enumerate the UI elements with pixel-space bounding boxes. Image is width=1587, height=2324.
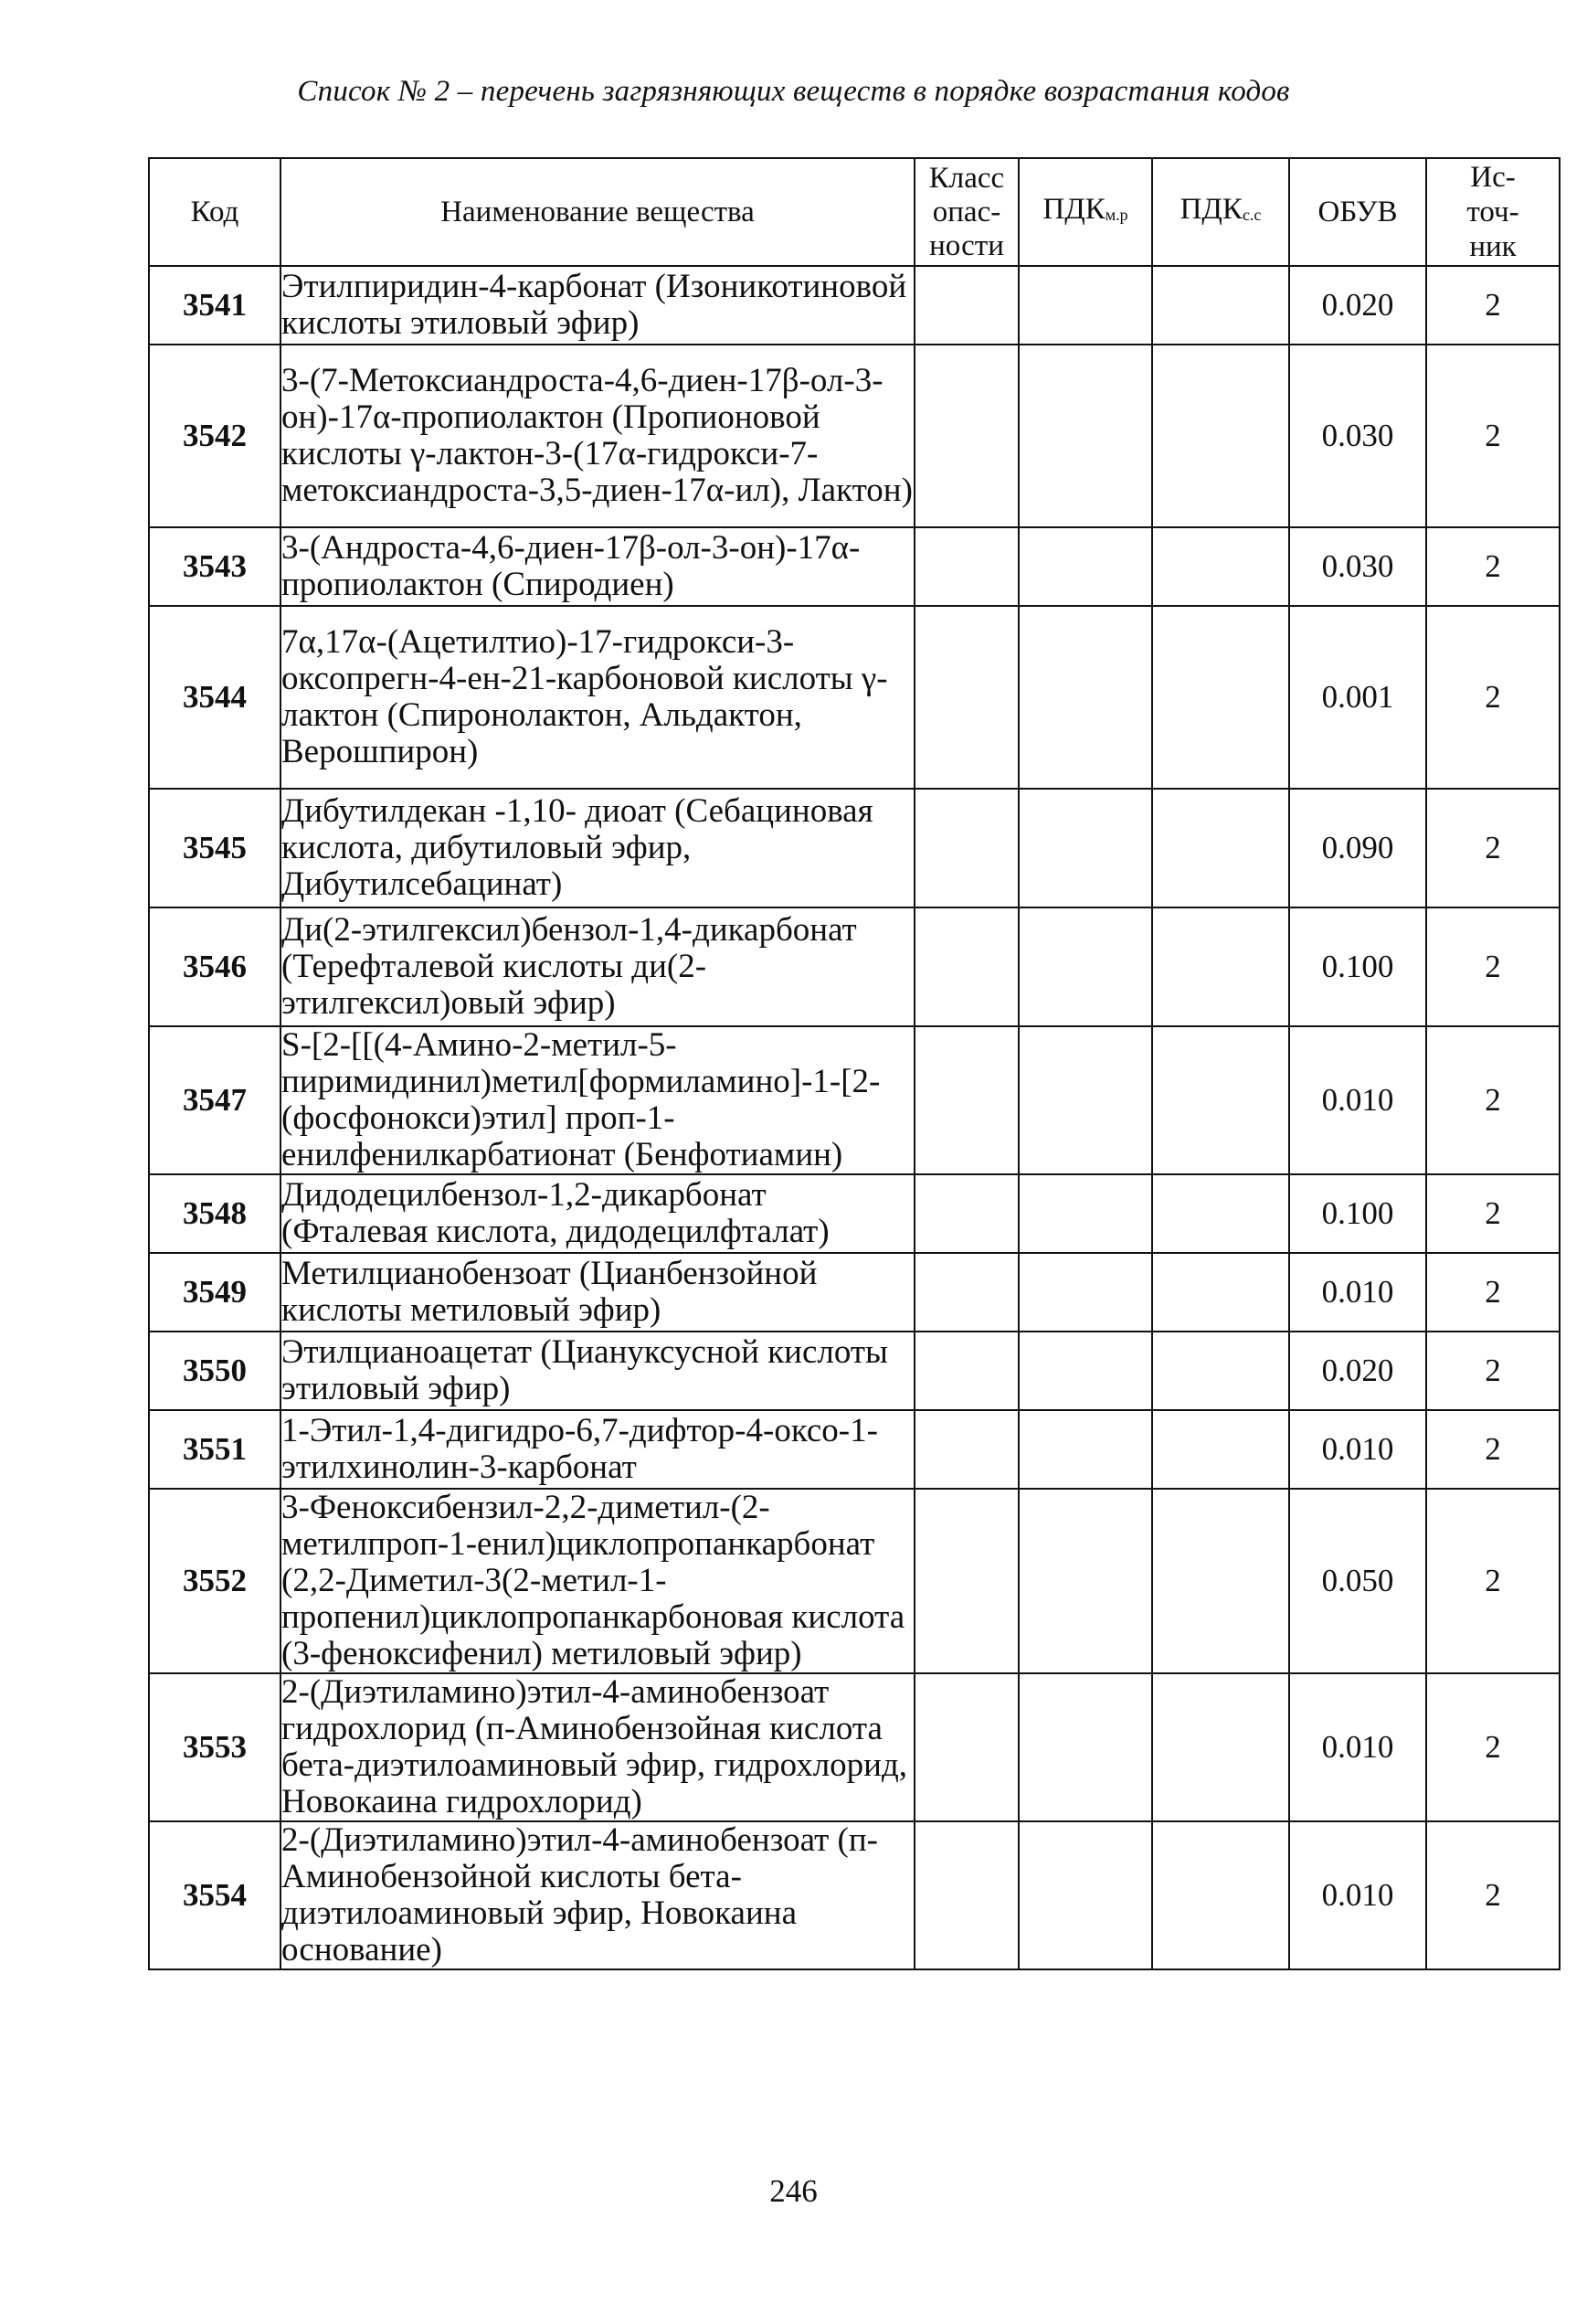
cell-name: Метилцианобензоат (Цианбензойной кислоты метиловый эфир)	[280, 1253, 915, 1332]
cell-pdk-mr	[1019, 789, 1152, 907]
cell-pdk-ss	[1152, 1026, 1289, 1174]
cell-pdk-mr	[1019, 1026, 1152, 1174]
header-pdk-ss	[1152, 158, 1289, 266]
cell-hazard-class	[915, 1489, 1019, 1673]
cell-pdk-mr	[1019, 1332, 1152, 1410]
cell-hazard-class	[915, 345, 1019, 527]
cell-source: 2	[1426, 345, 1560, 527]
cell-hazard-class	[915, 1821, 1019, 1969]
cell-pdk-mr	[1019, 1410, 1152, 1489]
table-row	[149, 266, 1560, 345]
cell-name: 2-(Диэтиламино)этил-4-аминобензоат гидрохлорид (п-Аминобензойная кислота бета-диэтилоаминовый эфир, гидрохлорид, Новокаина гидрохлорид)	[280, 1673, 915, 1821]
cell-hazard-class	[915, 1410, 1019, 1489]
header-pdk-ss-subscript: с.с	[1242, 206, 1262, 224]
cell-hazard-class	[915, 907, 1019, 1026]
cell-source: 2	[1426, 1410, 1560, 1489]
cell-name: Дидодецилбензол-1,2-дикарбонат (Фталевая кислота, дидодецилфталат)	[280, 1174, 915, 1253]
cell-name: Этилпиридин-4-карбонат (Изоникотиновой кислоты этиловый эфир)	[280, 266, 915, 345]
cell-obuv: 0.090	[1289, 789, 1426, 907]
table-row	[149, 1410, 1560, 1489]
table-row	[149, 1253, 1560, 1332]
header-obuv: ОБУВ	[1289, 158, 1426, 266]
table-row	[149, 606, 1560, 789]
cell-source: 2	[1426, 1026, 1560, 1174]
header-hazard-class-label: Класс опас-ности	[928, 161, 1005, 262]
cell-name: Ди(2-этилгексил)бензол-1,4-дикарбонат (Терефталевой кислоты ди(2-этилгексил)овый эфир)	[280, 907, 915, 1026]
cell-source: 2	[1426, 1253, 1560, 1332]
cell-pdk-ss	[1152, 606, 1289, 789]
cell-pdk-ss	[1152, 1673, 1289, 1821]
cell-hazard-class	[915, 1253, 1019, 1332]
cell-obuv: 0.020	[1289, 266, 1426, 345]
cell-code: 3554	[149, 1821, 280, 1969]
cell-pdk-ss	[1152, 345, 1289, 527]
cell-code: 3550	[149, 1332, 280, 1410]
cell-source: 2	[1426, 1489, 1560, 1673]
cell-hazard-class	[915, 1673, 1019, 1821]
table-header-row	[149, 158, 1560, 266]
cell-name: Дибутилдекан -1,10- диоат (Себациновая кислота, дибутиловый эфир, Дибутилсебацинат)	[280, 789, 915, 907]
cell-code: 3544	[149, 606, 280, 789]
header-hazard-class	[915, 158, 1019, 266]
header-pdk-ss-label: ПДК	[1180, 193, 1243, 226]
page-title: Список № 2 – перечень загрязняющих веществ в порядке возрастания кодов	[297, 75, 1290, 108]
cell-code: 3548	[149, 1174, 280, 1253]
table-row	[149, 527, 1560, 606]
cell-pdk-ss	[1152, 1253, 1289, 1332]
table-row	[149, 1673, 1560, 1821]
cell-source: 2	[1426, 1332, 1560, 1410]
cell-pdk-ss	[1152, 789, 1289, 907]
cell-obuv: 0.010	[1289, 1253, 1426, 1332]
cell-pdk-mr	[1019, 1821, 1152, 1969]
cell-code: 3541	[149, 266, 280, 345]
cell-name: 3-(7-Метоксиандроста-4,6-диен-17β-ол-3-он)-17α-пропиолактон (Пропионовой кислоты γ-лактон-3-(17α-гидрокси-7-метоксиандроста-3,5-диен-17α-ил), Лактон)	[280, 345, 915, 527]
table-row	[149, 1821, 1560, 1969]
cell-hazard-class	[915, 606, 1019, 789]
cell-obuv: 0.010	[1289, 1821, 1426, 1969]
cell-code: 3545	[149, 789, 280, 907]
cell-pdk-ss	[1152, 1410, 1289, 1489]
cell-code: 3551	[149, 1410, 280, 1489]
cell-pdk-mr	[1019, 345, 1152, 527]
cell-obuv: 0.100	[1289, 1174, 1426, 1253]
cell-pdk-mr	[1019, 266, 1152, 345]
cell-source: 2	[1426, 527, 1560, 606]
cell-source: 2	[1426, 789, 1560, 907]
header-pdk-mr	[1019, 158, 1152, 266]
cell-name: 3-Феноксибензил-2,2-диметил-(2-метилпроп-1-енил)циклопропанкарбонат (2,2-Диметил-3(2-метил-1-пропенил)циклопропанкарбоновая кислота (3-феноксифенил) метиловый эфир)	[280, 1489, 915, 1673]
table-row	[149, 1332, 1560, 1410]
cell-name: 2-(Диэтиламино)этил-4-аминобензоат (п-Аминобензойной кислоты бета-диэтилоаминовый эфир, Новокаина основание)	[280, 1821, 915, 1969]
cell-hazard-class	[915, 1174, 1019, 1253]
cell-obuv: 0.030	[1289, 527, 1426, 606]
cell-code: 3543	[149, 527, 280, 606]
cell-hazard-class	[915, 527, 1019, 606]
cell-pdk-ss	[1152, 1821, 1289, 1969]
cell-pdk-mr	[1019, 606, 1152, 789]
table-row	[149, 1174, 1560, 1253]
cell-source: 2	[1426, 606, 1560, 789]
cell-code: 3547	[149, 1026, 280, 1174]
cell-source: 2	[1426, 1673, 1560, 1821]
table-row	[149, 1489, 1560, 1673]
cell-pdk-ss	[1152, 1489, 1289, 1673]
cell-name: 3-(Андроста-4,6-диен-17β-ол-3-он)-17α-пропиолактон (Спиродиен)	[280, 527, 915, 606]
cell-code: 3553	[149, 1673, 280, 1821]
table-row	[149, 789, 1560, 907]
cell-obuv: 0.050	[1289, 1489, 1426, 1673]
cell-hazard-class	[915, 266, 1019, 345]
cell-pdk-mr	[1019, 1489, 1152, 1673]
table-row	[149, 907, 1560, 1026]
cell-pdk-mr	[1019, 1253, 1152, 1332]
cell-obuv: 0.020	[1289, 1332, 1426, 1410]
cell-obuv: 0.010	[1289, 1673, 1426, 1821]
cell-code: 3542	[149, 345, 280, 527]
cell-source: 2	[1426, 266, 1560, 345]
cell-name: S-[2-[[(4-Амино-2-метил-5-пиримидинил)метил[формиламино]-1-[2-(фосфонокси)этил] проп-1-енилфенилкарбатионат (Бенфотиамин)	[280, 1026, 915, 1174]
header-source	[1426, 158, 1560, 266]
cell-hazard-class	[915, 1026, 1019, 1174]
cell-pdk-mr	[1019, 907, 1152, 1026]
header-code: Код	[149, 158, 280, 266]
cell-source: 2	[1426, 907, 1560, 1026]
page-number: 246	[769, 2173, 818, 2209]
cell-obuv: 0.010	[1289, 1026, 1426, 1174]
cell-hazard-class	[915, 1332, 1019, 1410]
cell-pdk-mr	[1019, 1174, 1152, 1253]
cell-code: 3552	[149, 1489, 280, 1673]
table-row	[149, 345, 1560, 527]
cell-pdk-ss	[1152, 527, 1289, 606]
cell-obuv: 0.030	[1289, 345, 1426, 527]
cell-pdk-mr	[1019, 1673, 1152, 1821]
cell-name: 1-Этил-1,4-дигидро-6,7-дифтор-4-оксо-1-этилхинолин-3-карбонат	[280, 1410, 915, 1489]
cell-code: 3549	[149, 1253, 280, 1332]
cell-pdk-ss	[1152, 1174, 1289, 1253]
substances-table	[148, 157, 1561, 1970]
cell-name: 7α,17α-(Ацетилтио)-17-гидрокси-3-оксопрегн-4-ен-21-карбоновой кислоты γ-лактон (Спиронолактон, Альдактон, Верошпирон)	[280, 606, 915, 789]
cell-pdk-ss	[1152, 907, 1289, 1026]
header-name: Наименование вещества	[280, 158, 915, 266]
header-pdk-mr-label: ПДК	[1042, 193, 1106, 226]
cell-pdk-ss	[1152, 1332, 1289, 1410]
cell-code: 3546	[149, 907, 280, 1026]
cell-pdk-mr	[1019, 527, 1152, 606]
cell-obuv: 0.001	[1289, 606, 1426, 789]
cell-source: 2	[1426, 1821, 1560, 1969]
cell-obuv: 0.010	[1289, 1410, 1426, 1489]
cell-pdk-ss	[1152, 266, 1289, 345]
header-pdk-mr-subscript: м.р	[1105, 206, 1128, 224]
table-row	[149, 1026, 1560, 1174]
table-body	[149, 266, 1560, 1969]
cell-hazard-class	[915, 789, 1019, 907]
cell-obuv: 0.100	[1289, 907, 1426, 1026]
cell-source: 2	[1426, 1174, 1560, 1253]
cell-name: Этилцианоацетат (Циануксусной кислоты этиловый эфир)	[280, 1332, 915, 1410]
header-source-label: Ис-точ-ник	[1466, 161, 1519, 263]
